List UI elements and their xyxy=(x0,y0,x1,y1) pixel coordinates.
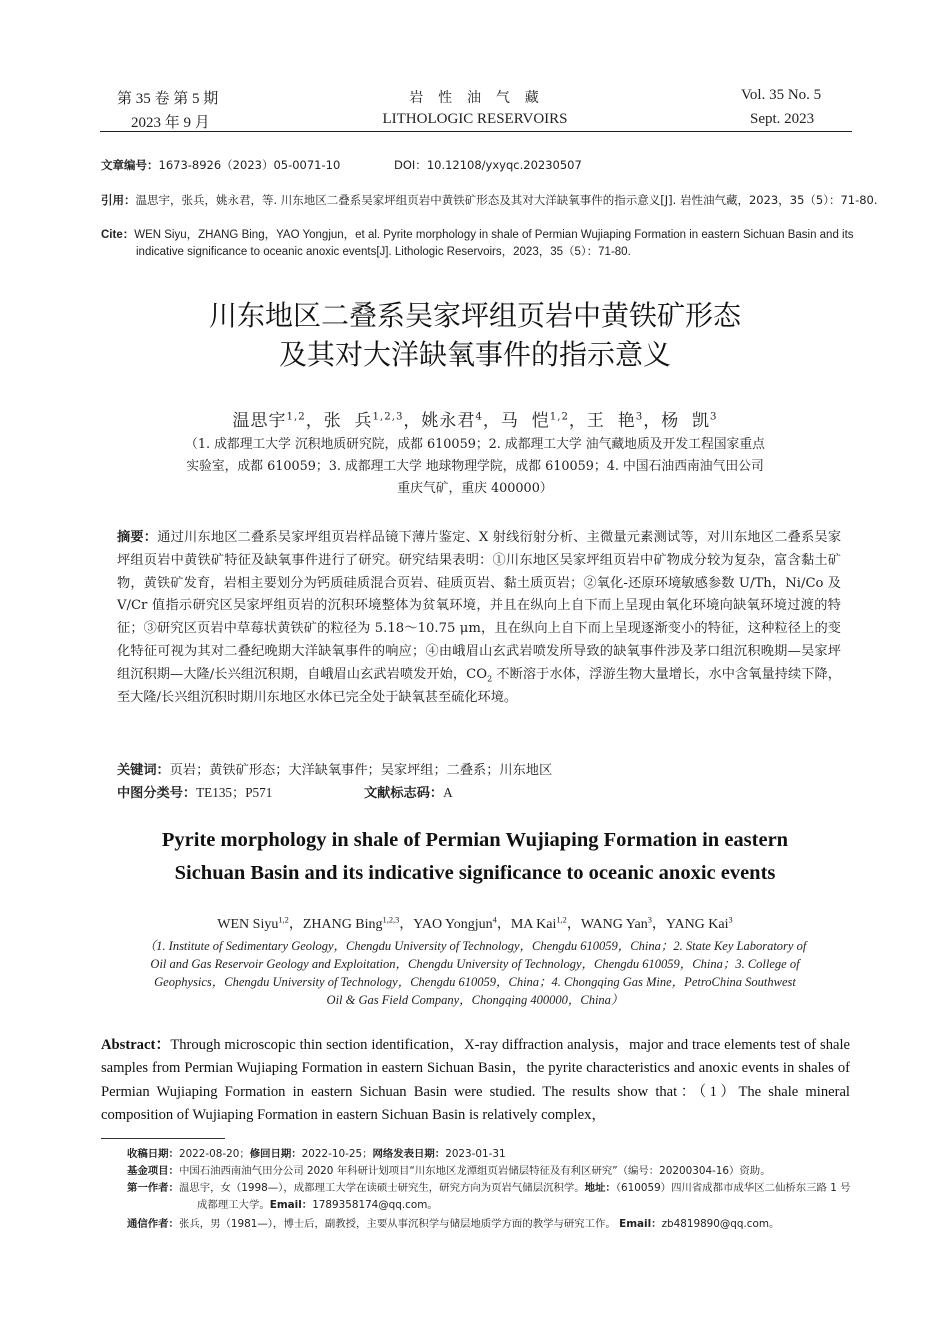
author-cn-sup: 1,2,3 xyxy=(372,411,404,423)
author-cn: 马 恺 xyxy=(500,411,550,431)
keywords-cn xyxy=(117,759,552,778)
author-cn-sup: 3 xyxy=(635,411,644,423)
author-en: ZHANG Bing xyxy=(302,917,383,932)
affiliations-en xyxy=(110,937,840,1009)
doc-code-value: A xyxy=(443,785,453,800)
doc-code xyxy=(364,782,453,801)
footnote-first-author xyxy=(127,1180,853,1214)
affiliation-en-line: Oil and Gas Reservoir Geology and Exploitation，Chengdu University of Technology，Chengdu 610059，China；3. College of xyxy=(150,957,800,971)
doi xyxy=(394,157,582,174)
author-cn: 杨 凯 xyxy=(661,411,711,431)
author-en-sup: 1,2 xyxy=(556,915,567,925)
citation-en-label: Cite： xyxy=(101,229,135,241)
author-en-sup: 3 xyxy=(647,915,652,925)
author-cn: 张 兵 xyxy=(323,411,373,431)
footnote-rule xyxy=(101,1138,225,1139)
header-journal-en: LITHOLOGIC RESERVOIRS xyxy=(382,111,568,127)
revised-date: 2022-10-25； xyxy=(301,1148,373,1160)
abstract-cn xyxy=(117,527,841,709)
author-en-sup: 4 xyxy=(492,915,497,925)
received-label: 收稿日期： xyxy=(127,1148,179,1160)
footnote-corresponding xyxy=(127,1216,853,1233)
footnote-dates xyxy=(127,1146,853,1163)
title-en-line1: Pyrite morphology in shale of Permian Wujiaping Formation in eastern xyxy=(161,829,789,851)
citation-cn-text: 温思宇，张兵，姚永君，等. 川东地区二叠系吴家坪组页岩中黄铁矿形态及其对大洋缺氧事件的指示意义[J]. 岩性油气藏，2023，35（5）：71-80. xyxy=(135,193,878,207)
abstract-en-text: Through microscopic thin section identification，X-ray diffraction analysis，major and trace elements test of shale samples from Permian Wujiaping Formation in eastern Sichuan Basin，the pyrite characteristics and anoxic events in shales of Permian Wujiaping Formation in eastern Sichuan Basin were studied. The results show that：（1）The shale mineral composition of Wujiaping Formation in eastern Sichuan Basin is relatively complex， xyxy=(101,1037,851,1123)
author-cn: 姚永君 xyxy=(421,411,476,431)
affiliation-cn-line: 重庆气矿，重庆 400000） xyxy=(397,481,553,496)
footnote-fund xyxy=(127,1163,853,1180)
header-journal-cn: 岩 性 油 气 藏 xyxy=(409,90,541,106)
online-label: 网络发表日期： xyxy=(372,1148,446,1160)
first-author-text: 温思宇，女（1998—），成都理工大学在读硕士研究生，研究方向为页岩气储层沉积学。 xyxy=(178,1182,585,1194)
author-en-sup: 1,2 xyxy=(278,915,289,925)
clc-label: 中图分类号： xyxy=(117,786,197,801)
clc-number xyxy=(117,782,272,801)
citation-en-text: WEN Siyu，ZHANG Bing，YAO Yongjun，et al. Pyrite morphology in shale of Permian Wujiaping Formation in eastern Sichuan Basin and its indicative significance to oceanic anoxic events[J]. Lithologic Reservoirs，2023，35（5）：71-80. xyxy=(134,229,854,258)
first-author-email[interactable]: 1789358174@qq.com。 xyxy=(312,1199,438,1211)
abstract-en xyxy=(101,1034,850,1127)
address-label: 地址： xyxy=(584,1182,616,1194)
first-author-label: 第一作者： xyxy=(127,1182,179,1194)
author-en: MA Kai xyxy=(510,917,557,932)
received-date: 2022-08-20； xyxy=(178,1148,250,1160)
title-cn-line2: 及其对大洋缺氧事件的指示意义 xyxy=(278,338,671,371)
article-number-label: 文章编号： xyxy=(101,158,159,172)
corr-label: 通信作者： xyxy=(127,1218,179,1230)
author-en: WANG Yan xyxy=(580,917,648,932)
address-text: （610059）四川省成都市成华区二仙桥东三路 1 号成都理工大学。 xyxy=(197,1182,851,1211)
citation-en xyxy=(101,227,886,261)
header-date-en: Sept. 2023 xyxy=(750,111,815,127)
authors-en: WEN Siyu$^{1,2}$，ZHANG Bing$^{1,2,3}$，YAO Yongjun$^4$，MA Kai$^{1,2}$，WANG Yan$^3$，YANG Kai$^3$ xyxy=(217,915,733,932)
abstract-cn-sub: 2 xyxy=(487,674,493,684)
title-cn xyxy=(0,296,950,374)
author-en: YAO Yongjun xyxy=(413,917,493,932)
citation-cn xyxy=(101,192,886,209)
header-vol-en: Vol. 35 No. 5 xyxy=(741,87,822,103)
affiliation-cn-line: （1. 成都理工大学 沉积地质研究院，成都 610059；2. 成都理工大学 油气藏地质及开发工程国家重点 xyxy=(185,437,765,452)
affiliation-cn-line: 实验室，成都 610059；3. 成都理工大学 地球物理学院，成都 610059；4. 中国石油西南油气田公司 xyxy=(186,459,764,474)
keywords-cn-text: 页岩；黄铁矿形态；大洋缺氧事件；吴家坪组；二叠系；川东地区 xyxy=(169,763,553,778)
affiliation-en-line: Geophysics，Chengdu University of Technology，Chengdu 610059，China；4. Chongqing Gas Mine，PetroChina Southwest xyxy=(154,975,796,989)
author-cn-sup: 3 xyxy=(710,411,718,423)
article-number-value: 1673-8926（2023）05-0071-10 xyxy=(158,158,341,172)
doi-value[interactable]: 10.12108/yxyqc.20230507 xyxy=(426,158,582,172)
email-label: Email： xyxy=(269,1199,313,1211)
affiliations-cn xyxy=(110,434,840,500)
header-date-cn: 2023 年 9 月 xyxy=(131,115,210,131)
author-cn-sup: 1,2 xyxy=(549,411,569,423)
author-cn: 温思宇 xyxy=(232,411,287,431)
online-date: 2023-01-31 xyxy=(445,1148,506,1160)
affiliation-en-line: （1. Institute of Sedimentary Geology，Chengdu University of Technology，Chengdu 610059，China；2. State Key Laboratory of xyxy=(143,939,807,953)
title-cn-line1: 川东地区二叠系吴家坪组页岩中黄铁矿形态 xyxy=(208,299,741,332)
abstract-cn-text-2: 不断溶于水体，浮游生物大量增长，水中含氧量持续下降，至大隆/长兴组沉积时期川东地区水体已完全处于缺氧甚至硫化环境。 xyxy=(117,666,841,705)
abstract-en-label: Abstract： xyxy=(101,1037,171,1053)
abstract-cn-text: 通过川东地区二叠系吴家坪组页岩样品镜下薄片鉴定、X 射线衍射分析、主微量元素测试等，对川东地区二叠系吴家坪组页岩中黄铁矿特征及缺氧事件进行了研究。研究结果表明：①川东地区吴家坪组页岩中矿物成分较为复杂，富含黏土矿物，黄铁矿发育，岩相主要划分为钙质硅质混合页岩、硅质页岩、黏土质页岩；②氧化-还原环境敏感参数 U/Th，Ni/Co 及 V/Cr 值指示研究区吴家坪组页岩的沉积环境整体为贫氧环境，并且在纵向上自下而上呈现由氧化环境向缺氧环境过渡的特征；③研究区页岩中草莓状黄铁矿的粒径为 5.18～10.75 μm，且在纵向上自下而上呈现逐渐变小的特征，这种粒径上的变化特征可视为其对二叠纪晚期大洋缺氧事件的响应；④由峨眉山玄武岩喷发所导致的缺氧事件涉及茅口组沉积晚期—吴家坪组沉积期—大隆/长兴组沉积期，自峨眉山玄武岩喷发开始，CO xyxy=(117,530,842,682)
author-en: YANG Kai xyxy=(665,917,729,932)
fund-label: 基金项目： xyxy=(127,1165,179,1177)
title-en-line2: Sichuan Basin and its indicative significance to oceanic anoxic events xyxy=(174,862,776,884)
doi-label: DOI： xyxy=(394,158,427,172)
corr-email[interactable]: zb4819890@qq.com。 xyxy=(661,1218,780,1230)
author-en-sup: 1,2,3 xyxy=(382,915,400,925)
header-rule xyxy=(100,131,852,132)
affiliation-en-line: Oil & Gas Field Company，Chongqing 400000，China） xyxy=(326,993,624,1007)
title-en xyxy=(0,824,950,890)
header-volume-issue: 第 35 卷 第 5 期 xyxy=(117,91,219,107)
fund-text: 中国石油西南油气田分公司 2020 年科研计划项目“川东地区龙潭组页岩储层特征及有利区研究”（编号：20200304-16）资助。 xyxy=(178,1165,771,1177)
author-cn-sup: 1,2 xyxy=(286,411,306,423)
email-label-2: Email： xyxy=(619,1218,662,1230)
clc-value: TE135；P571 xyxy=(196,785,273,800)
author-en: WEN Siyu xyxy=(217,917,279,932)
revised-label: 修回日期： xyxy=(249,1148,302,1160)
abstract-cn-label: 摘要： xyxy=(117,530,158,545)
corr-text: 张兵，男（1981—），博士后，副教授，主要从事沉积学与储层地质学方面的教学与研究工作。 xyxy=(178,1218,620,1230)
citation-cn-label: 引用： xyxy=(101,193,136,207)
author-cn: 王 艳 xyxy=(586,411,636,431)
article-number xyxy=(101,157,340,174)
author-cn-sup: 4 xyxy=(475,411,483,423)
keywords-cn-label: 关键词： xyxy=(117,763,170,778)
author-en-sup: 3 xyxy=(728,915,733,925)
footnotes xyxy=(127,1146,853,1233)
doc-code-label: 文献标志码： xyxy=(364,786,444,801)
authors-cn: 温思宇$^{1,2}$，张 兵$^{1,2,3}$，姚永君$^4$，马 恺$^{1,2}$，王 艳$^3$，杨 凯$^3$ xyxy=(232,411,718,431)
